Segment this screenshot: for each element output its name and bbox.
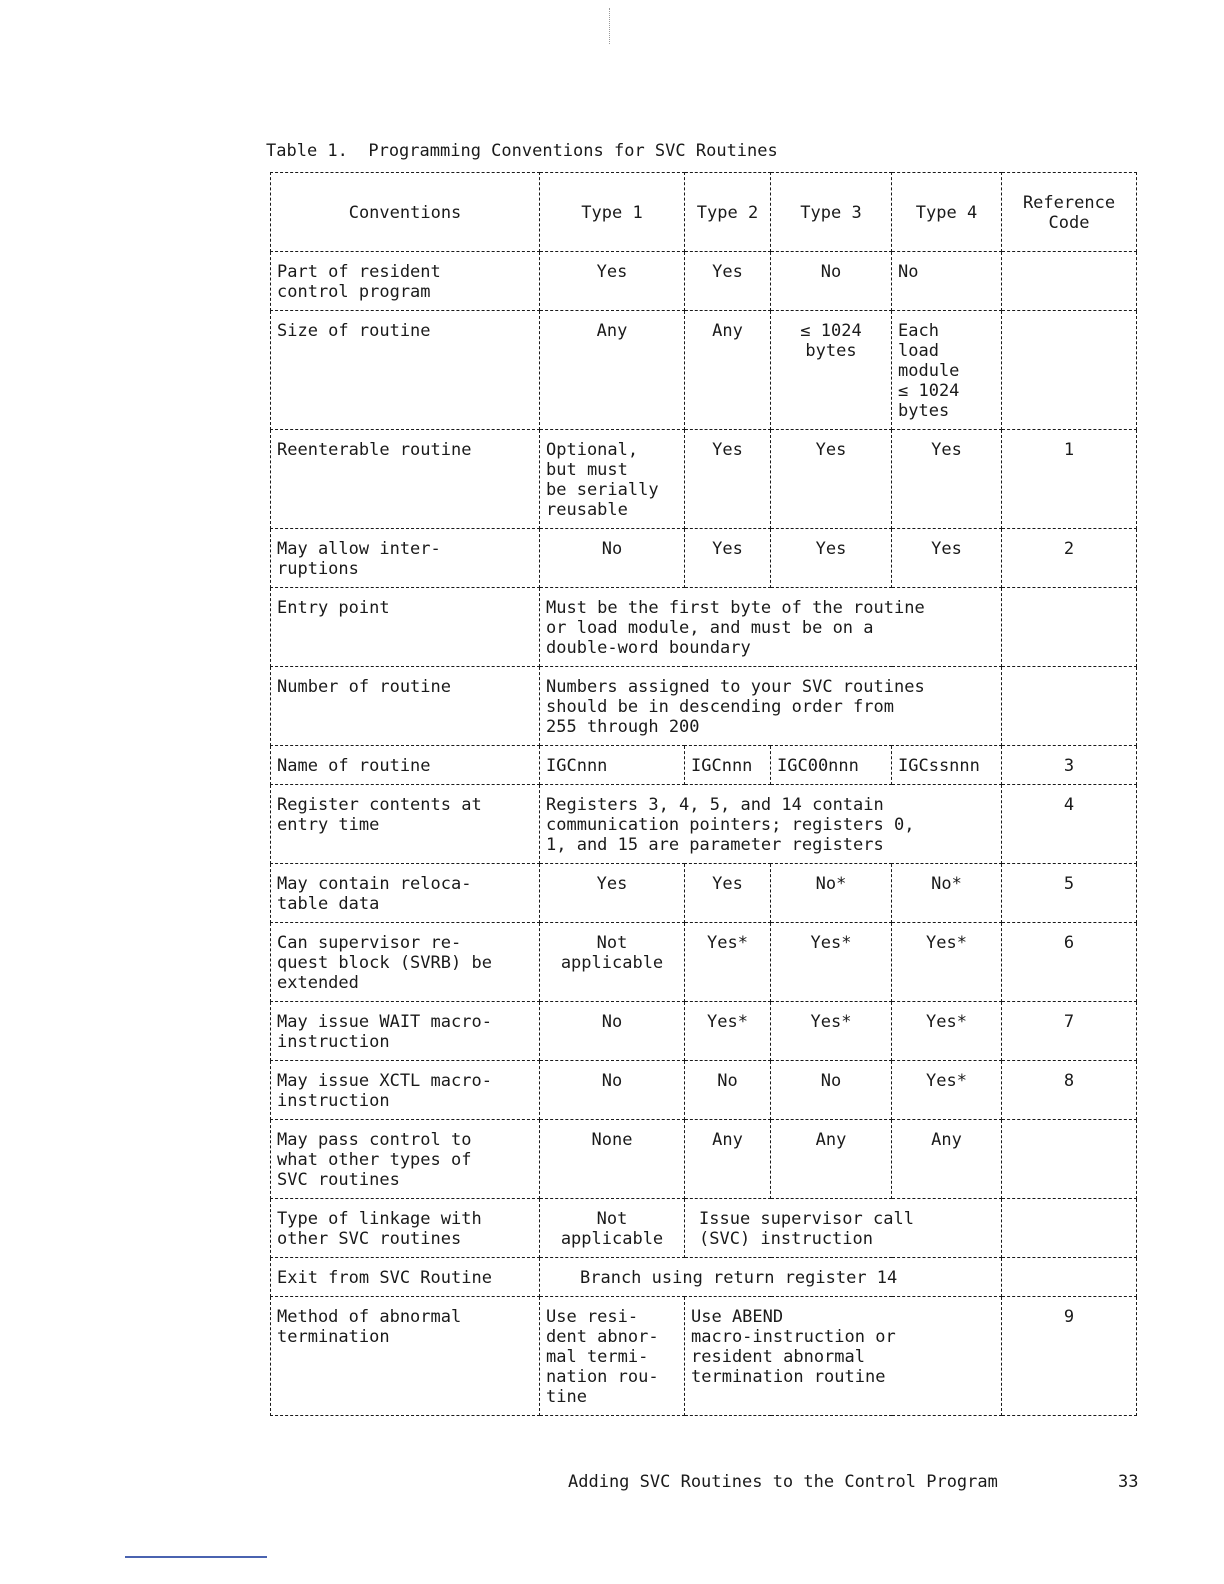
row-label: Can supervisor re- quest block (SVRB) be extended — [271, 923, 540, 1002]
cell-type1: Use resi- dent abnor- mal termi- nation rou- tine — [540, 1297, 685, 1416]
row-label: Name of routine — [271, 746, 540, 785]
cell-type1: Yes — [540, 864, 685, 923]
header-type4: Type 4 — [892, 173, 1002, 252]
table-row — [271, 430, 1137, 529]
cell-ref — [1002, 1120, 1137, 1199]
cell-type1: IGCnnn — [540, 746, 685, 785]
cell-type4: Yes — [892, 529, 1002, 588]
row-label: May issue WAIT macro- instruction — [271, 1002, 540, 1061]
cell-ref: 9 — [1002, 1297, 1137, 1416]
cell-type1: No — [540, 529, 685, 588]
cell-type4: No* — [892, 864, 1002, 923]
cell-type3: Yes* — [771, 1002, 892, 1061]
cell-type3: ≤ 1024 bytes — [771, 311, 892, 430]
cell-type2: Any — [685, 1120, 771, 1199]
page-number: 33 — [1118, 1472, 1139, 1492]
cell-types-2-4: Use ABEND macro-instruction or resident abnormal termination routine — [685, 1297, 1002, 1416]
table-row — [271, 1258, 1137, 1297]
cell-type3: No* — [771, 864, 892, 923]
cell-ref: 2 — [1002, 529, 1137, 588]
cell-type1: Yes — [540, 252, 685, 311]
cell-type4: Each load module ≤ 1024 bytes — [892, 311, 1002, 430]
cell-types-2-4: Issue supervisor call (SVC) instruction — [685, 1199, 1002, 1258]
table-row — [271, 1002, 1137, 1061]
cell-ref — [1002, 1258, 1137, 1297]
header-type3: Type 3 — [771, 173, 892, 252]
cell-type2: Yes — [685, 430, 771, 529]
row-label: Method of abnormal termination — [271, 1297, 540, 1416]
cell-ref — [1002, 311, 1137, 430]
row-label: Type of linkage with other SVC routines — [271, 1199, 540, 1258]
cell-type2: Yes* — [685, 923, 771, 1002]
cell-type1: None — [540, 1120, 685, 1199]
table-row — [271, 864, 1137, 923]
cell-ref: 6 — [1002, 923, 1137, 1002]
cell-ref — [1002, 252, 1137, 311]
table-row — [271, 1297, 1137, 1416]
header-conventions: Conventions — [271, 173, 540, 252]
cell-type1: Optional, but must be serially reusable — [540, 430, 685, 529]
cell-ref: 7 — [1002, 1002, 1137, 1061]
header-type2: Type 2 — [685, 173, 771, 252]
cell-type2: No — [685, 1061, 771, 1120]
table-row — [271, 252, 1137, 311]
row-label: May contain reloca- table data — [271, 864, 540, 923]
running-footer: Adding SVC Routines to the Control Program — [568, 1472, 998, 1492]
cell-all-types: Branch using return register 14 — [540, 1258, 1002, 1297]
table-header-row — [271, 173, 1137, 252]
row-label: Size of routine — [271, 311, 540, 430]
cell-ref: 1 — [1002, 430, 1137, 529]
cell-type3: No — [771, 252, 892, 311]
row-label: May issue XCTL macro- instruction — [271, 1061, 540, 1120]
cell-type2: Yes — [685, 864, 771, 923]
cell-type1: No — [540, 1061, 685, 1120]
row-label: Entry point — [271, 588, 540, 667]
cell-type4: Yes* — [892, 1002, 1002, 1061]
cell-type2: Yes — [685, 529, 771, 588]
cell-type3: Yes — [771, 430, 892, 529]
cell-ref: 3 — [1002, 746, 1137, 785]
cell-type1: Any — [540, 311, 685, 430]
cell-ref — [1002, 1199, 1137, 1258]
cell-type2: Any — [685, 311, 771, 430]
cell-type4: IGCssnnn — [892, 746, 1002, 785]
row-label: Part of resident control program — [271, 252, 540, 311]
row-label: Register contents at entry time — [271, 785, 540, 864]
table-row — [271, 311, 1137, 430]
cell-type4: No — [892, 252, 1002, 311]
cell-all-types: Registers 3, 4, 5, and 14 contain communication pointers; registers 0, 1, and 15 are parameter registers — [540, 785, 1002, 864]
cell-type3: No — [771, 1061, 892, 1120]
cell-type4: Yes* — [892, 923, 1002, 1002]
cell-all-types: Must be the first byte of the routine or load module, and must be on a double-word boundary — [540, 588, 1002, 667]
conventions-table — [270, 172, 1137, 1416]
header-type1: Type 1 — [540, 173, 685, 252]
cell-type2: Yes* — [685, 1002, 771, 1061]
table-caption: Table 1. Programming Conventions for SVC Routines — [266, 141, 778, 161]
scan-mark — [609, 8, 611, 44]
cell-type4: Any — [892, 1120, 1002, 1199]
cell-ref: 5 — [1002, 864, 1137, 923]
cell-type3: Yes* — [771, 923, 892, 1002]
row-label: May allow inter- ruptions — [271, 529, 540, 588]
row-label: Exit from SVC Routine — [271, 1258, 540, 1297]
header-reference-code: Reference Code — [1002, 173, 1137, 252]
table-row — [271, 1061, 1137, 1120]
table-row — [271, 588, 1137, 667]
table-row — [271, 923, 1137, 1002]
cell-ref — [1002, 667, 1137, 746]
cell-type1: No — [540, 1002, 685, 1061]
cell-type1: Not applicable — [540, 1199, 685, 1258]
row-label: Reenterable routine — [271, 430, 540, 529]
cell-type3: Any — [771, 1120, 892, 1199]
cell-type1: Not applicable — [540, 923, 685, 1002]
cell-type3: IGC00nnn — [771, 746, 892, 785]
cell-type2: Yes — [685, 252, 771, 311]
table-row — [271, 1199, 1137, 1258]
table-row — [271, 529, 1137, 588]
table-row — [271, 667, 1137, 746]
row-label: May pass control to what other types of SVC routines — [271, 1120, 540, 1199]
bottom-rule — [125, 1556, 267, 1558]
table-row — [271, 746, 1137, 785]
cell-type4: Yes — [892, 430, 1002, 529]
table-row — [271, 785, 1137, 864]
cell-type2: IGCnnn — [685, 746, 771, 785]
cell-ref — [1002, 588, 1137, 667]
cell-type4: Yes* — [892, 1061, 1002, 1120]
row-label: Number of routine — [271, 667, 540, 746]
table-row — [271, 1120, 1137, 1199]
cell-type3: Yes — [771, 529, 892, 588]
cell-ref: 8 — [1002, 1061, 1137, 1120]
cell-ref: 4 — [1002, 785, 1137, 864]
cell-all-types: Numbers assigned to your SVC routines should be in descending order from 255 through 200 — [540, 667, 1002, 746]
